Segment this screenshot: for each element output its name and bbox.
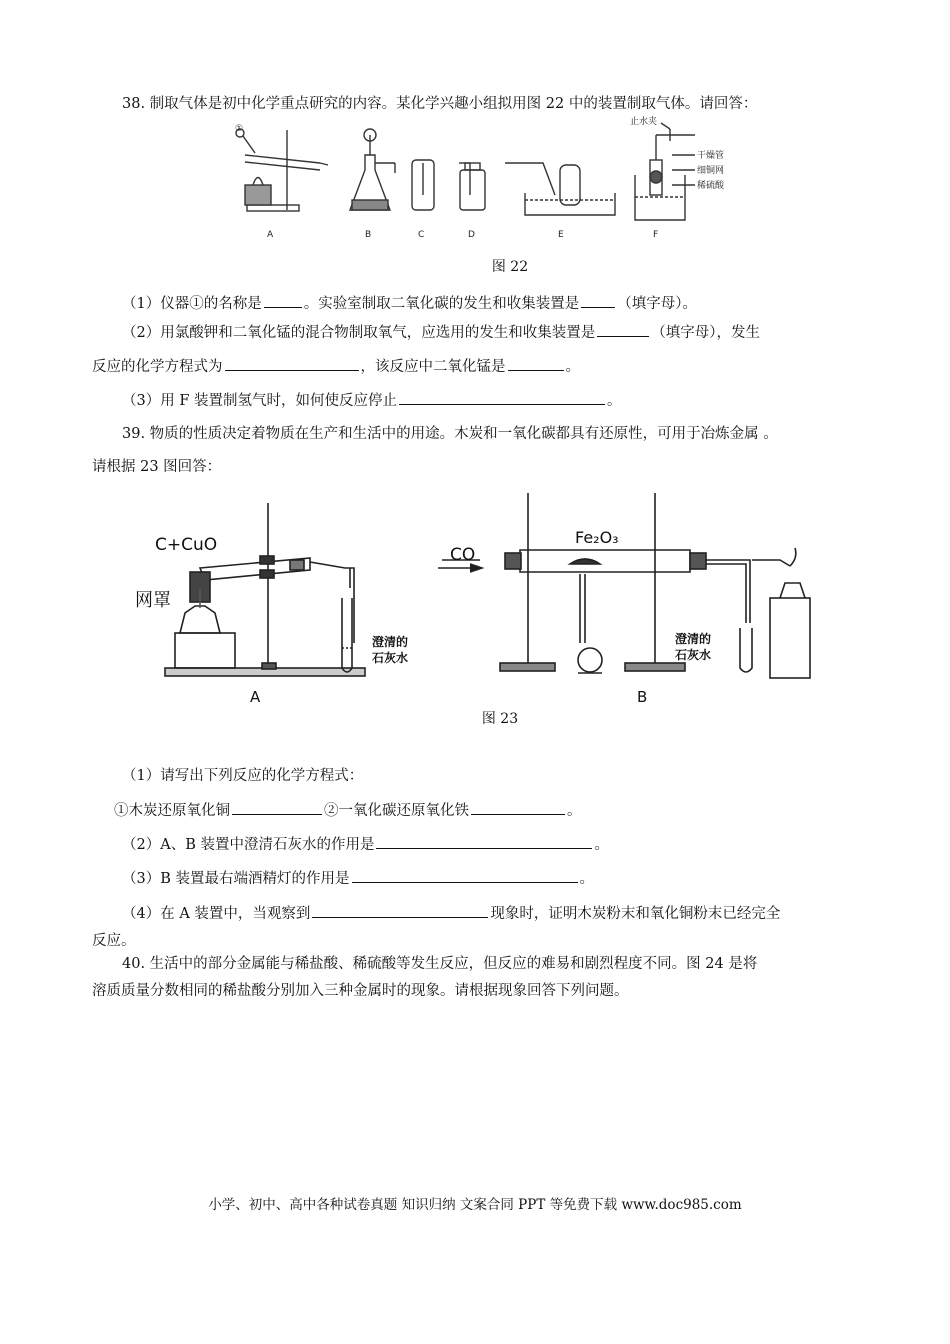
blank xyxy=(312,903,488,918)
figure-22-caption: 图 22 xyxy=(491,259,529,275)
blank xyxy=(581,293,615,308)
label-d: D xyxy=(468,230,475,240)
blank xyxy=(352,868,578,883)
q38-part-3: （3）用 F 装置制氢气时，如何使反应停止 。 xyxy=(122,390,858,412)
q38-part-1: （1）仪器①的名称是 。实验室制取二氧化碳的发生和收集装置是 （填字母）。 xyxy=(122,293,858,315)
label-fe2o3: Fe₂O₃ xyxy=(575,528,619,547)
q39-part-4: （4）在 A 装置中，当观察到 现象时，证明木炭粉末和氧化铜粉末已经完全 xyxy=(122,903,858,925)
label-limewater-b-2: 石灰水 xyxy=(675,648,712,662)
label-instrument-1: ① xyxy=(235,124,244,134)
apparatus-a-reduction xyxy=(165,503,365,676)
label-b: B xyxy=(365,230,372,240)
figure-23-caption: 图 23 xyxy=(481,711,519,727)
blank xyxy=(232,800,322,815)
q40-stem-2: 溶质质量分数相同的稀盐酸分别加入三种金属时的现象。请根据现象回答下列问题。 xyxy=(92,983,629,999)
blank xyxy=(376,834,592,849)
apparatus-a xyxy=(236,129,328,211)
q39-part-3: （3）B 装置最右端酒精灯的作用是 。 xyxy=(122,868,858,890)
apparatus-b xyxy=(350,129,395,210)
figure-23 xyxy=(130,488,830,712)
apparatus-c xyxy=(412,160,434,210)
label-a: A xyxy=(267,230,274,240)
blank xyxy=(399,390,605,405)
label-dry-tube: 干燥管 xyxy=(697,151,725,161)
blank xyxy=(264,293,302,308)
q39-part-1-equations: ①木炭还原氧化铜 ②一氧化碳还原氧化铁 。 xyxy=(114,800,858,822)
label-b: B xyxy=(637,688,648,706)
label-co: CO xyxy=(450,545,476,565)
label-e: E xyxy=(558,230,564,240)
label-limewater-b-1: 澄清的 xyxy=(675,632,712,646)
apparatus-d xyxy=(459,163,485,210)
blank xyxy=(597,322,649,337)
blank xyxy=(225,356,359,371)
figure-22 xyxy=(225,115,735,249)
q39-part-4-cont: 反应。 xyxy=(92,933,136,949)
label-a: A xyxy=(250,688,261,706)
label-clamp: 止水夹 xyxy=(630,117,658,127)
apparatus-e xyxy=(505,163,615,215)
label-dilute-acid: 稀硫酸 xyxy=(697,181,725,191)
apparatus-f xyxy=(635,123,695,220)
label-c-cuo: C+CuO xyxy=(155,535,218,555)
q38-part-2-cont: 反应的化学方程式为 ，该反应中二氧化锰是 。 xyxy=(92,356,858,378)
q39-part-1: （1）请写出下列反应的化学方程式： xyxy=(122,768,364,784)
q38-part-2: （2）用氯酸钾和二氧化锰的混合物制取氧气，应选用的发生和收集装置是 （填字母），发生 xyxy=(122,322,858,344)
q40-stem-1: 40. 生活中的部分金属能与稀盐酸、稀硫酸等发生反应，但反应的难易和剧烈程度不同。图 24 是将 xyxy=(122,956,758,972)
blank xyxy=(471,800,565,815)
apparatus-b-reduction xyxy=(442,493,810,678)
label-f: F xyxy=(653,230,659,240)
q39-stem-1: 39. 物质的性质决定着物质在生产和生活中的用途。木炭和一氧化碳都具有还原性，可用于冶炼金属 。 xyxy=(122,426,778,442)
label-copper-mesh: 细铜网 xyxy=(697,166,725,176)
label-c: C xyxy=(418,230,425,240)
label-limewater-2: 石灰水 xyxy=(372,651,409,665)
blank xyxy=(508,356,564,371)
q39-stem-2: 请根据 23 图回答： xyxy=(92,459,222,475)
q38-stem: 38. 制取气体是初中化学重点研究的内容。某化学兴趣小组拟用图 22 中的装置制取气体。请回答： xyxy=(122,96,758,112)
label-mesh-hood: 网罩 xyxy=(135,590,171,611)
page-footer: 小学、初中、高中各种试卷真题 知识归纳 文案合同 PPT 等免费下载 www.doc985.com xyxy=(208,1197,742,1213)
label-limewater-1: 澄清的 xyxy=(372,635,409,649)
q39-part-2: （2）A、B 装置中澄清石灰水的作用是 。 xyxy=(122,834,858,856)
